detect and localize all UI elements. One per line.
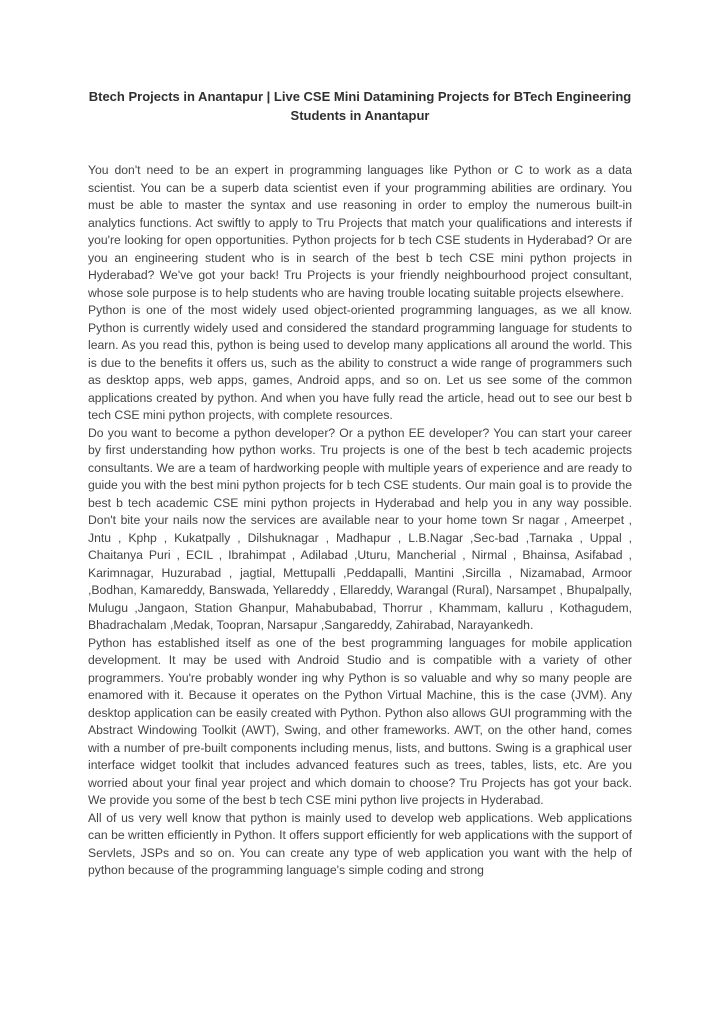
paragraph-python-developer-locations: Do you want to become a python developer? Or a python EE developer? You can start your career by first understanding how python works. Tru projects is one of the best b tech academic projects consultants. We are a team of hardworking people with multiple years of experience and are ready to guide you with the best mini python projects for b tech CSE students. Our main goal is to provide the best b tech academic CSE mini python projects in Hyderabad and help you in any way possible. Don't bite your nails now the services are available near to your home town Sr nagar , Ameerpet , Jntu , Kphp , Kukatpally , Dilshuknagar , Madhapur , L.B.Nagar ,Sec-bad ,Tarnaka , Uppal , Chaitanya Puri , ECIL , Ibrahimpat , Adilabad ,Uturu, Mancherial , Nirmal , Bhainsa, Asifabad , Karimnagar, Huzurabad , jagtial, Mettupalli ,Peddapalli, Mantini ,Sircilla , Nizamabad, Armoor ,Bodhan, Kamareddy, Banswada, Yellareddy , Ellareddy, Warangal (Rural), Narsampet , Bhupalpally, Mulugu ,Jangaon, Station Ghanpur, Mahabubabad, Thorrur , Khammam, kalluru , Kothagudem, Bhadrachalam ,Medak, Toopran, Narsapur ,Sangareddy, Zahirabad, Narayankedh. <box>88 425 632 632</box>
paragraph-web-applications: All of us very well know that python is mainly used to develop web applications. Web applications can be written efficiently in Python. It offers support efficiently for web applications with the support of Servlets, JSPs and so on. You can create any type of web application you want with the help of python because of the programming language's simple coding and strong <box>88 810 632 877</box>
paragraph-mobile-desktop-development: Python has established itself as one of the best programming languages for mobile application development. It may be used with Android Studio and is compatible with a variety of other programmers. You're probably wonder ing why Python is so valuable and why so many people are enamored with it. Because it operates on the Python Virtual Machine, this is the case (JVM). Any desktop application can be easily created with Python. Python also allows GUI programming with the Abstract Windowing Toolkit (AWT), Swing, and other frameworks. AWT, on the other hand, comes with a number of pre-built components including menus, lists, and buttons. Swing is a graphical user interface widget toolkit that includes advanced features such as trees, tables, lists, etc. Are you worried about your final year project and which domain to choose? Tru Projects has got your back. We provide you some of the best b tech CSE mini python live projects in Hyderabad. <box>88 635 632 807</box>
document-body <box>88 162 632 880</box>
paragraph-python-popularity: Python is one of the most widely used object-oriented programming languages, as we all know. Python is currently widely used and considered the standard programming language for students to learn. As you read this, python is being used to develop many applications all around the world. This is due to the benefits it offers us, such as the ability to construct a wide range of programmers such as desktop apps, web apps, games, Android apps, and so on. Let us see some of the common applications created by python. And when you have fully read the article, head out to see our best b tech CSE mini python projects, with complete resources. <box>88 303 632 422</box>
paragraph-data-scientist: You don't need to be an expert in programming languages like Python or C to work as a data scientist. You can be a superb data scientist even if your programming abilities are ordinary. You must be able to master the syntax and use reasoning in order to employ the numerous built-in analytics functions. Act swiftly to apply to Tru Projects that match your qualifications and interests if you're looking for open opportunities. Python projects for b tech CSE students in Hyderabad? Or are you an engineering student who is in search of the best b tech CSE mini python projects in Hyderabad? We've got your back! Tru Projects is your friendly neighbourhood project consultant, whose sole purpose is to help students who are having trouble locating suitable projects elsewhere. <box>88 163 632 300</box>
document-page <box>88 0 632 880</box>
document-title: Btech Projects in Anantapur | Live CSE Mini Datamining Projects for BTech Engineering Students in Anantapur <box>88 89 632 123</box>
